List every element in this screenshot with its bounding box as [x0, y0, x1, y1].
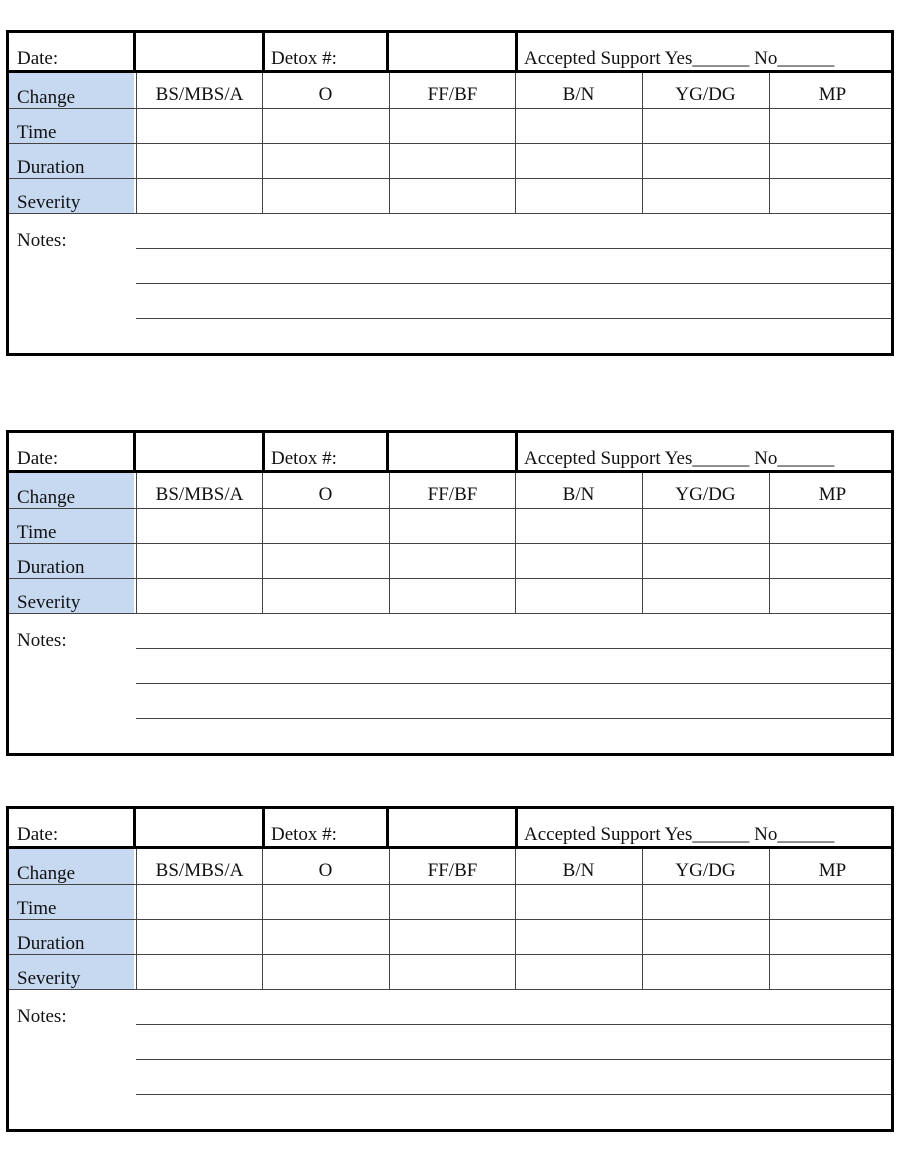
column-header: MP: [818, 84, 847, 105]
notes-line[interactable]: [136, 1059, 891, 1060]
row-label: Duration: [17, 933, 85, 954]
grid-row-line: [9, 508, 891, 509]
row-label: Change: [17, 487, 76, 508]
grid-row-line: [9, 919, 891, 920]
notes-line[interactable]: [136, 283, 891, 284]
column-header: O: [318, 84, 333, 105]
form-block-1: [6, 30, 894, 356]
row-label: Severity: [17, 968, 81, 989]
column-header: YG/DG: [675, 484, 736, 505]
column-header: FF/BF: [427, 860, 478, 881]
column-header: O: [318, 484, 333, 505]
date-label: Date:: [17, 824, 59, 845]
column-header: BS/MBS/A: [155, 84, 244, 105]
notes-line[interactable]: [136, 683, 891, 684]
notes-label: Notes:: [17, 230, 67, 251]
notes-label: Notes:: [17, 630, 67, 651]
grid-row-line: [9, 954, 891, 955]
form-block-2: [6, 430, 894, 756]
row-label: Duration: [17, 157, 85, 178]
grid-row-line: [9, 884, 891, 885]
row-label: Change: [17, 87, 76, 108]
grid-row-line: [9, 213, 891, 214]
row-label: Change: [17, 863, 76, 884]
notes-line[interactable]: [136, 248, 891, 249]
column-header: FF/BF: [427, 84, 478, 105]
notes-line[interactable]: [136, 1094, 891, 1095]
header-divider: [9, 70, 891, 73]
row-label: Duration: [17, 557, 85, 578]
date-label: Date:: [17, 48, 59, 69]
grid-row-line: [9, 543, 891, 544]
notes-line[interactable]: [136, 1024, 891, 1025]
grid-row-line: [9, 178, 891, 179]
column-header: MP: [818, 484, 847, 505]
date-label: Date:: [17, 448, 59, 469]
header-divider: [9, 470, 891, 473]
detox-label: Detox #:: [271, 448, 337, 469]
notes-label: Notes:: [17, 1006, 67, 1027]
notes-line[interactable]: [136, 318, 891, 319]
row-label: Severity: [17, 592, 81, 613]
column-header: YG/DG: [675, 860, 736, 881]
column-header: YG/DG: [675, 84, 736, 105]
detox-label: Detox #:: [271, 824, 337, 845]
column-header: MP: [818, 860, 847, 881]
grid-row-line: [9, 578, 891, 579]
column-header: FF/BF: [427, 484, 478, 505]
column-header: BS/MBS/A: [155, 484, 244, 505]
notes-line[interactable]: [136, 718, 891, 719]
grid-row-line: [9, 108, 891, 109]
support-label: Accepted Support Yes______ No______: [524, 448, 835, 469]
column-header: BS/MBS/A: [155, 860, 244, 881]
column-header: B/N: [562, 484, 595, 505]
form-block-3: [6, 806, 894, 1132]
header-divider: [9, 846, 891, 849]
support-label: Accepted Support Yes______ No______: [524, 48, 835, 69]
row-label: Time: [17, 898, 57, 919]
grid-row-line: [9, 613, 891, 614]
support-label: Accepted Support Yes______ No______: [524, 824, 835, 845]
grid-row-line: [9, 143, 891, 144]
column-header: O: [318, 860, 333, 881]
row-label: Severity: [17, 192, 81, 213]
row-label: Time: [17, 122, 57, 143]
column-header: B/N: [562, 860, 595, 881]
row-label: Time: [17, 522, 57, 543]
column-header: B/N: [562, 84, 595, 105]
notes-line[interactable]: [136, 648, 891, 649]
detox-label: Detox #:: [271, 48, 337, 69]
grid-row-line: [9, 989, 891, 990]
